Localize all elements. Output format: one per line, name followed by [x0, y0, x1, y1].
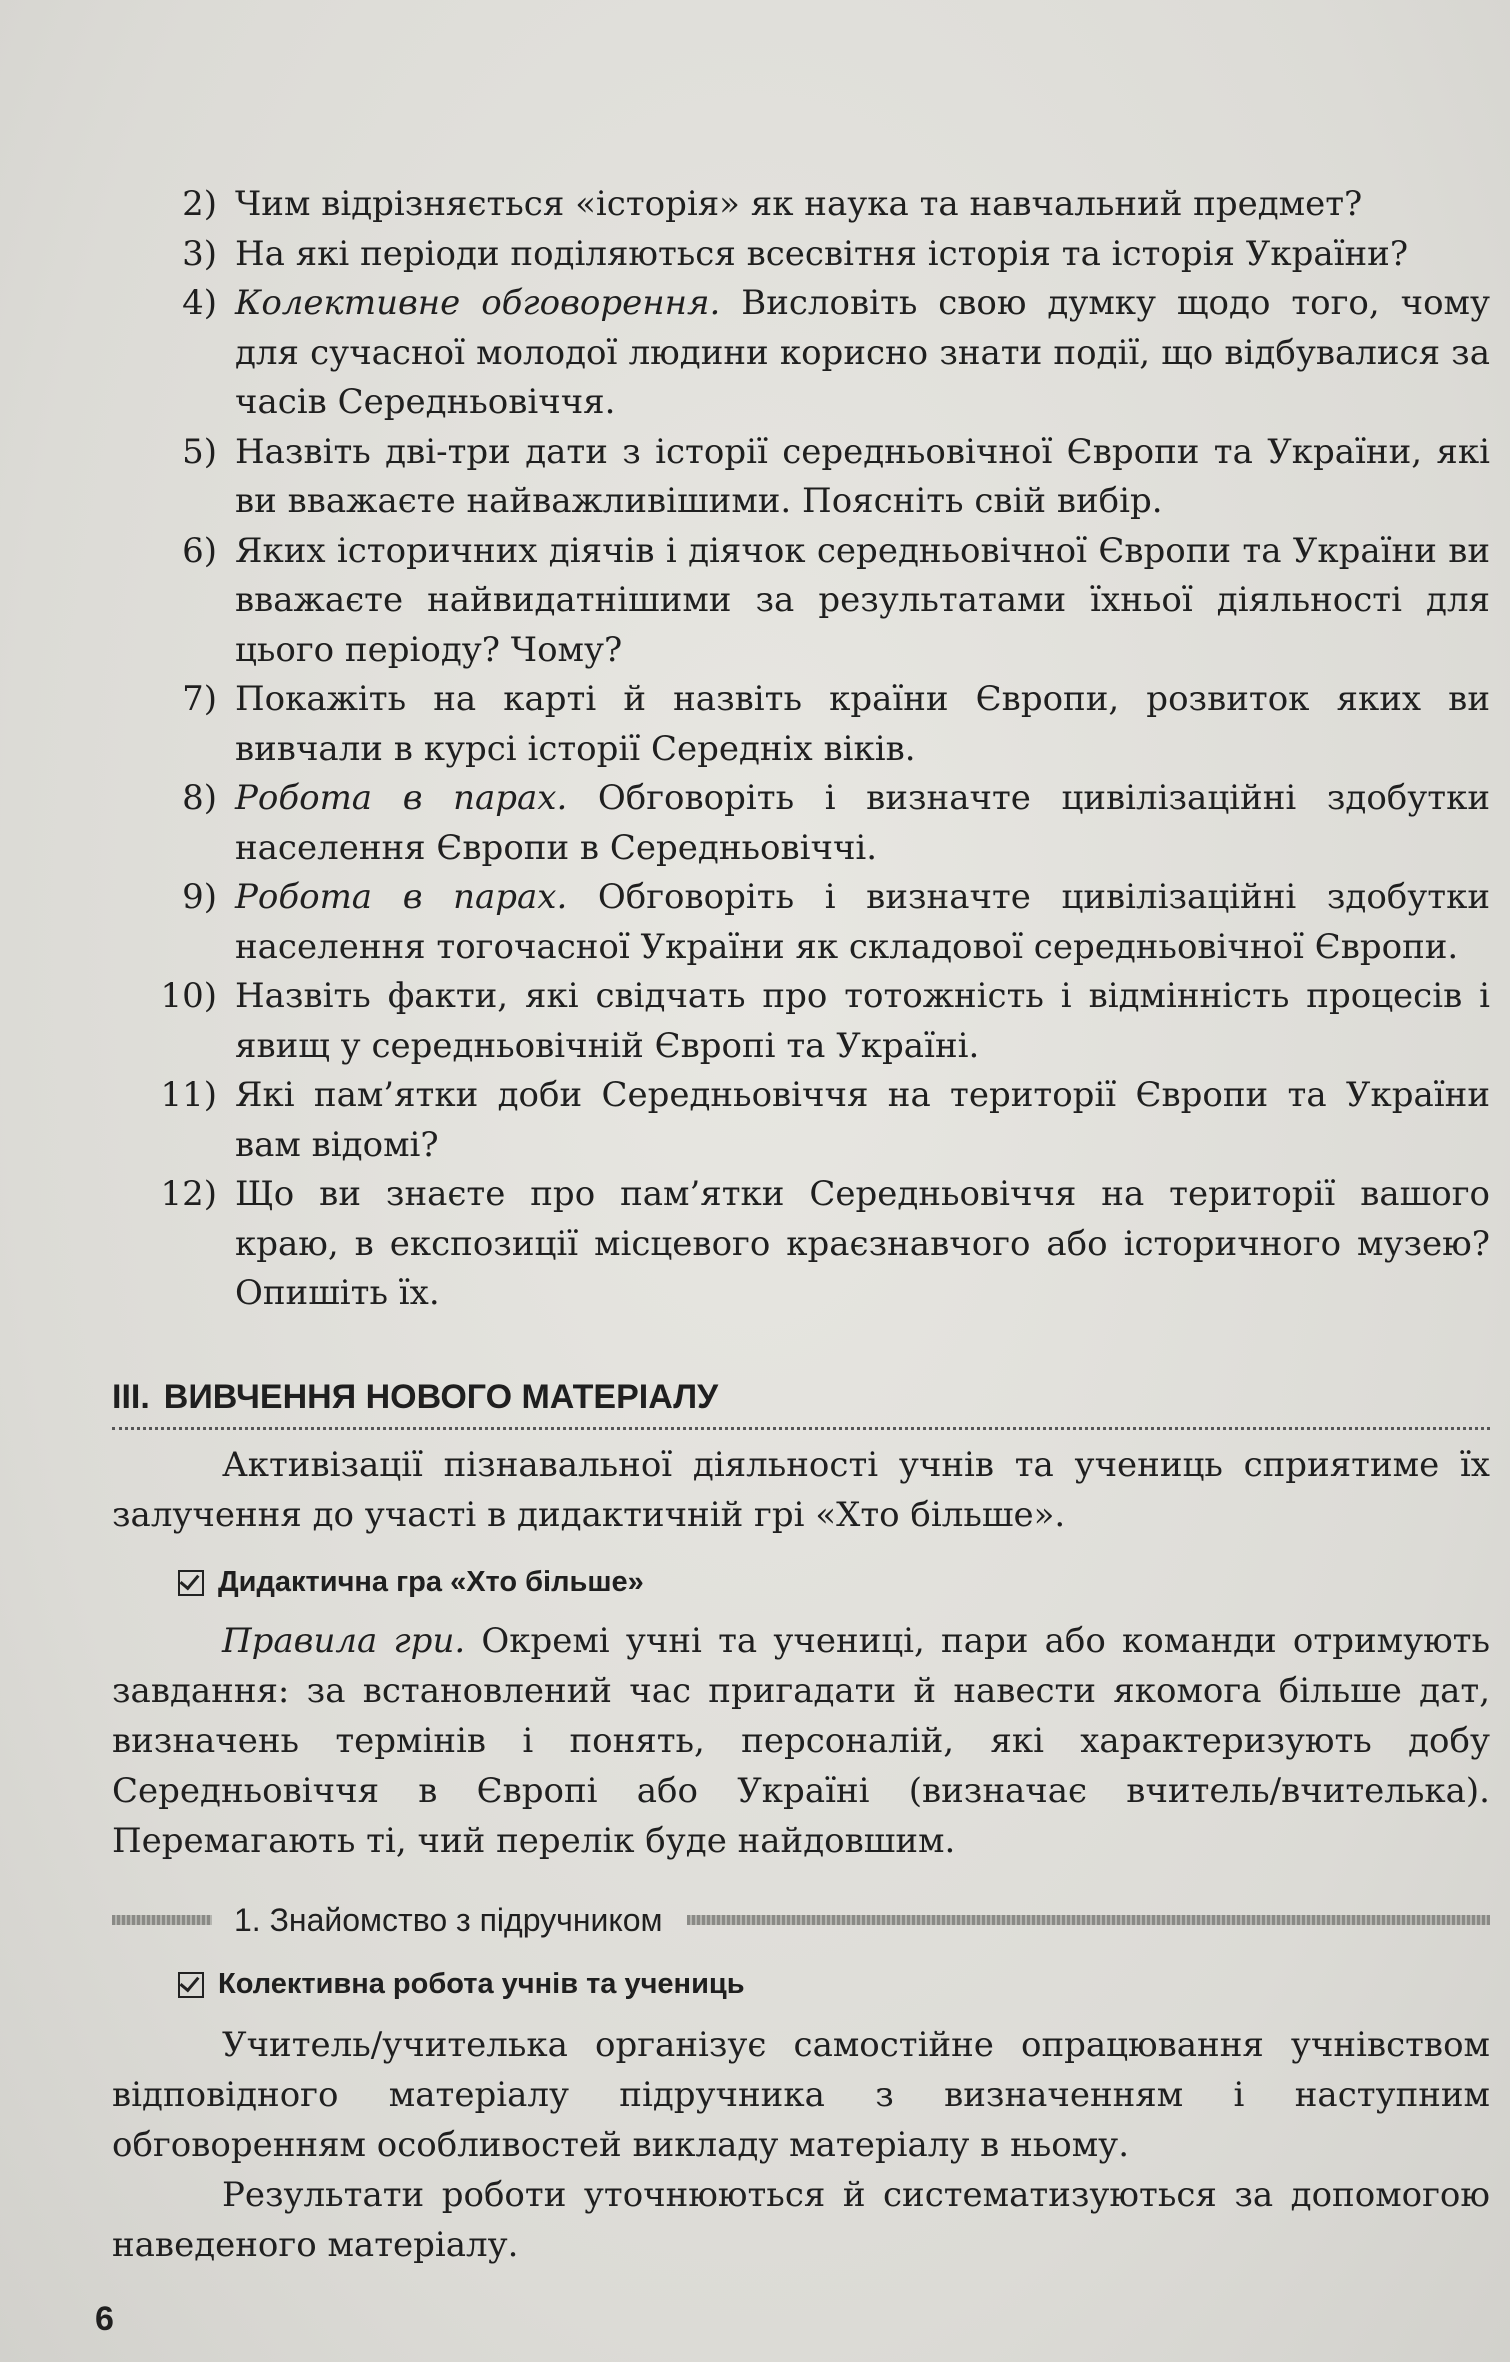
intro-paragraph: Активізації пізнавальної діяльності учнів та учениць сприятиме їх залучення до участі в дидактичній грі «Хто більше».: [112, 1445, 1490, 1535]
section-title: ВИВЧЕННЯ НОВОГО МАТЕРІАЛУ: [163, 1378, 719, 1416]
list-item: [145, 527, 1490, 676]
item-text: Чим відрізняється «історія» як наука та навчальний предмет?: [235, 184, 1363, 224]
item-text: Колективне обговорення. Висловіть свою думку щодо того, чому для сучасної молодої людини корисно знати події, що відбувалися за часів Середньовіччя.: [235, 283, 1490, 422]
list-item: [145, 1071, 1490, 1170]
section-number: III.: [112, 1378, 150, 1416]
item-text: Робота в парах. Обговоріть і визначте цивілізаційні здобутки населення Європи в Середньовіччі.: [235, 778, 1491, 868]
item-number: 12): [160, 1174, 217, 1214]
item-text: Робота в парах. Обговоріть і визначте цивілізаційні здобутки населення тогочасної України як складової середньовічної Європи.: [235, 877, 1491, 967]
item-number: 10): [160, 976, 217, 1016]
item-text: На які періоди поділяються всесвітня історія та історія України?: [235, 233, 1409, 274]
question-list: [145, 180, 1490, 1319]
list-item: [145, 774, 1490, 873]
rules-lead: Правила гри.: [222, 1621, 466, 1661]
collective-paragraph-1: Учитель/учителька організує самостійне опрацювання учнівством відповідного матеріалу підручника з визначенням і наступним обговоренням особливостей викладу матеріалу в ньому.: [112, 2025, 1490, 2165]
item-number: 3): [182, 233, 217, 274]
item-number: 6): [182, 530, 217, 571]
item-number: 5): [182, 431, 217, 472]
item-text: Що ви знаєте про пам’ятки Середньовіччя на території вашого краю, в експозиції місцевого краєзнавчого або історичного музею? Опишіть їх.: [235, 1174, 1490, 1313]
item-number: 11): [160, 1075, 217, 1115]
item-text: Які пам’ятки доби Середньовіччя на території Європи та України вам відомі?: [235, 1075, 1490, 1165]
list-item: [145, 1170, 1490, 1319]
item-number: 4): [182, 283, 217, 323]
item-text: Яких історичних діячів і діячок середньовічної Європи та України ви вважаєте найвидатнішими за результатами їхньої діяльності для цього періоду? Чому?: [235, 530, 1490, 670]
item-number: 9): [182, 877, 217, 917]
game-heading-label: Дидактична гра «Хто більше»: [218, 1566, 644, 1598]
list-item: [145, 230, 1490, 280]
game-rules-paragraph: [112, 1616, 1490, 1866]
list-item: [145, 675, 1490, 774]
collective-paragraph-2: Результати роботи уточнюються й систематизуються за допомогою наведеного матеріалу.: [112, 2175, 1490, 2265]
item-text: Назвіть факти, які свідчать про тотожність і відмінність процесів і явищ у середньовічній Європі та Україні.: [235, 976, 1490, 1066]
rules-text: Окремі учні та учениці, пари або команди отримують завдання: за встановлений час пригадати й навести якомога більше дат, визначень термінів і понять, персоналій, які характеризують добу Середньовіччя в Європі або Україні (визначає вчитель/вчителька). Перемагають ті, чий перелік буде найдовшим.: [112, 1621, 1490, 1861]
item-text: Назвіть дві-три дати з історії середньовічної Європи та України, які ви вважаєте найважливішими. Поясніть свій вибір.: [235, 431, 1490, 521]
divider-right: [687, 1915, 1490, 1925]
list-item: [145, 972, 1490, 1071]
item-number: 7): [182, 679, 217, 719]
subsection-heading: [112, 1895, 1490, 1945]
collective-heading: [178, 1968, 745, 2001]
collective-heading-label: Колективна робота учнів та учениць: [218, 1968, 745, 2000]
list-item: [145, 428, 1490, 527]
list-item: [145, 180, 1490, 230]
divider-left: [112, 1915, 212, 1925]
checkbox-icon: [178, 1972, 204, 1998]
game-heading: [178, 1566, 644, 1599]
item-number: 8): [182, 778, 217, 818]
item-number: 2): [182, 184, 217, 224]
checkbox-icon: [178, 1570, 204, 1596]
list-item: [145, 873, 1490, 972]
section-heading: [112, 1378, 1490, 1430]
subsection-title: 1. Знайомство з підручником: [234, 1901, 663, 1938]
list-item: [145, 279, 1490, 428]
item-text: Покажіть на карті й назвіть країни Європи, розвиток яких ви вивчали в курсі історії Середніх віків.: [235, 679, 1490, 769]
page-number: 6: [95, 2300, 114, 2338]
